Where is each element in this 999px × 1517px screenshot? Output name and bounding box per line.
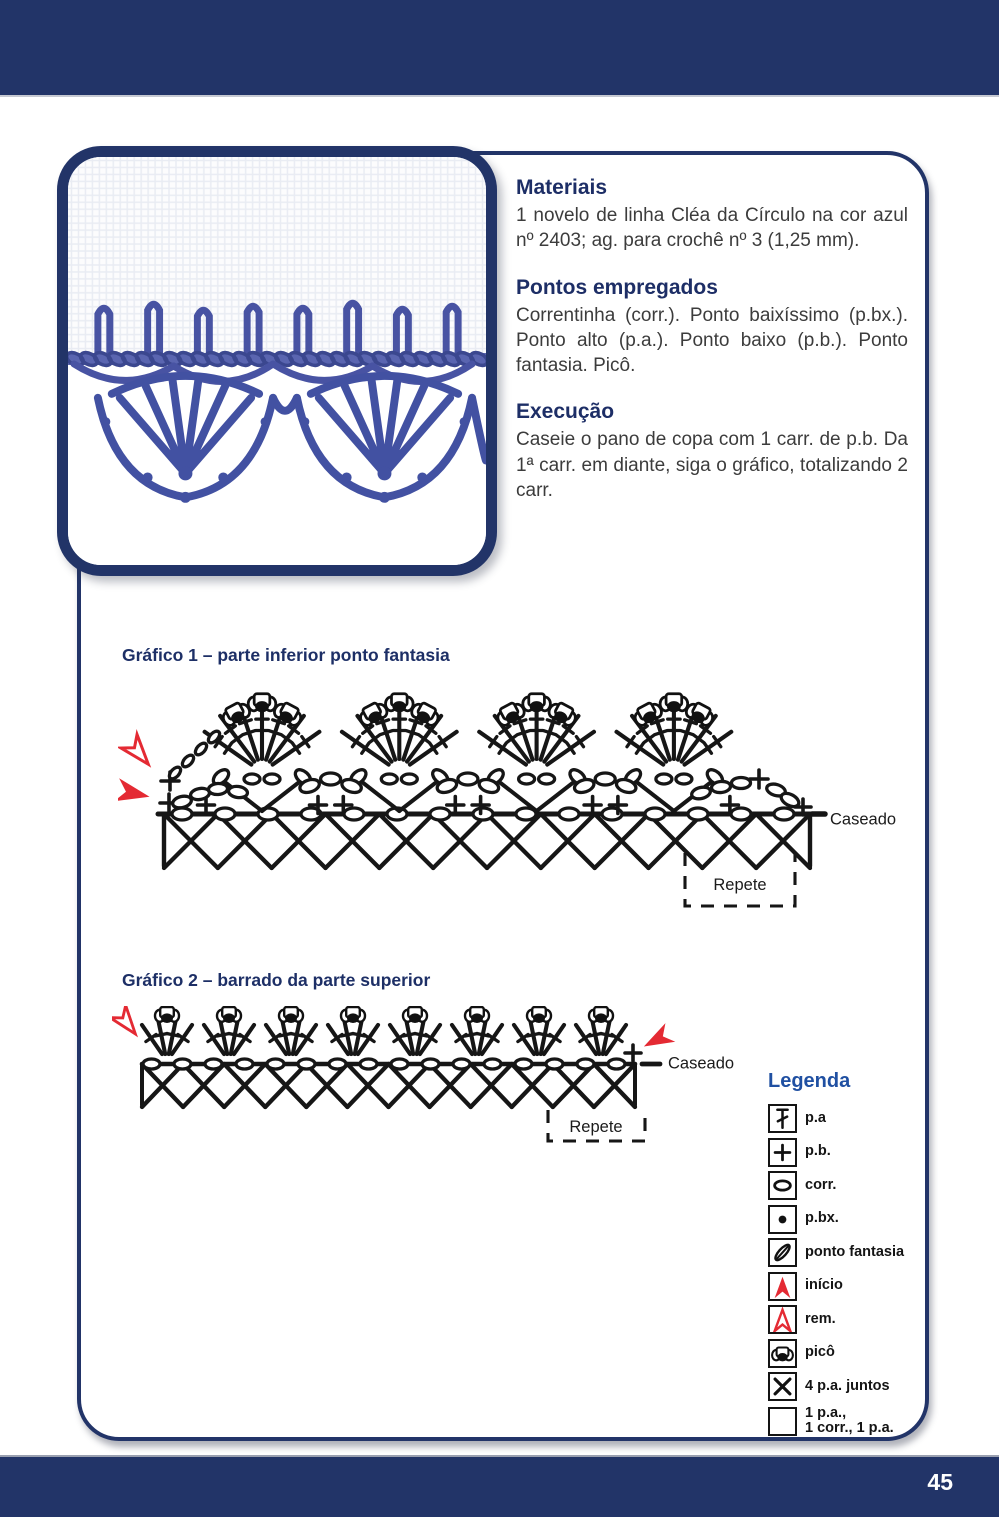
page-number: 45 [927, 1469, 953, 1495]
grafico-1-title: Gráfico 1 – parte inferior ponto fantasia [122, 645, 450, 665]
ponto-fantasia-icon [770, 1240, 795, 1265]
grafico-1-caseado-label: Caseado [830, 810, 897, 829]
rem-icon [770, 1307, 795, 1332]
execution-heading: Execução [516, 400, 615, 424]
legend-item [768, 1339, 920, 1368]
legend-item [768, 1104, 920, 1133]
legend-item [768, 1238, 920, 1267]
grafico-2-title: Gráfico 2 – barrado da parte superior [122, 970, 431, 990]
stitches-text: Correntinha (corr.). Ponto baixíssimo (p.bx.). Ponto alto (p.a.). Ponto baixo (p.b.). Ponto fantasia. Picô. [516, 304, 908, 377]
pbx-icon [770, 1207, 795, 1232]
legend-item [768, 1305, 920, 1334]
legend-item-label: 1 p.a., 1 corr., 1 p.a. [805, 1404, 894, 1437]
legend-item-label: ponto fantasia [805, 1243, 905, 1260]
legend-item-label: p.b. [805, 1143, 831, 1160]
legend-item-label: 4 p.a. juntos [805, 1377, 890, 1394]
pa-icon-box [768, 1104, 797, 1133]
4pa-juntos-icon-box [768, 1372, 797, 1401]
legend-item-label: p.a [805, 1109, 826, 1126]
legend-item [768, 1171, 920, 1200]
grafico-2-caseado-label: Caseado [668, 1054, 735, 1073]
legend-item-label: rem. [805, 1310, 836, 1327]
legend-item [768, 1372, 920, 1401]
inicio-icon-box [768, 1272, 797, 1301]
pb-icon [770, 1140, 795, 1165]
legend-item-label: corr. [805, 1176, 837, 1193]
legend-item [768, 1406, 920, 1437]
stitches-heading: Pontos empregados [516, 275, 718, 299]
crochet-photo-illustration [68, 157, 486, 565]
legend-items [768, 1104, 920, 1437]
legend-heading: Legenda [768, 1070, 851, 1092]
pico-icon-box [768, 1339, 797, 1368]
bottom-navy-band [0, 1455, 999, 1517]
legend-item-label: p.bx. [805, 1210, 839, 1227]
grafico-2-repete-label: Repete [569, 1118, 623, 1136]
grafico-2-diagram [112, 1006, 772, 1151]
rem-icon-box [768, 1305, 797, 1334]
top-navy-band [0, 0, 999, 97]
legend-item [768, 1272, 920, 1301]
corr-icon [770, 1173, 795, 1198]
legend-item [768, 1205, 920, 1234]
execution-text: Caseie o pano de copa com 1 carr. de p.b. Da 1ª carr. em diante, siga o gráfico, totalizando 2 carr. [516, 429, 908, 501]
legend-item-label: início [805, 1277, 843, 1294]
inicio-icon [770, 1274, 795, 1299]
pb-icon-box [768, 1138, 797, 1167]
4pa-juntos-icon [770, 1374, 795, 1399]
legend-item [768, 1138, 920, 1167]
legend-panel [768, 1070, 920, 1441]
1pa-1corr-1pa-icon [770, 1409, 795, 1434]
1pa-1corr-1pa-icon-box [768, 1407, 797, 1436]
legend-item-label: picô [805, 1344, 835, 1361]
pico-icon [770, 1341, 795, 1366]
materials-text: 1 novelo de linha Cléa da Círculo na cor azul nº 2403; ag. para crochê nº 3 (1,25 mm). [516, 205, 908, 252]
crochet-photo [57, 146, 497, 576]
corr-icon-box [768, 1171, 797, 1200]
grafico-1-diagram [118, 680, 910, 920]
ponto-fantasia-icon-box [768, 1238, 797, 1267]
pbx-icon-box [768, 1205, 797, 1234]
pa-icon [770, 1106, 795, 1131]
materials-heading: Materiais [516, 176, 608, 199]
instructions-column [516, 176, 908, 525]
grafico-1-repete-label: Repete [713, 876, 767, 894]
